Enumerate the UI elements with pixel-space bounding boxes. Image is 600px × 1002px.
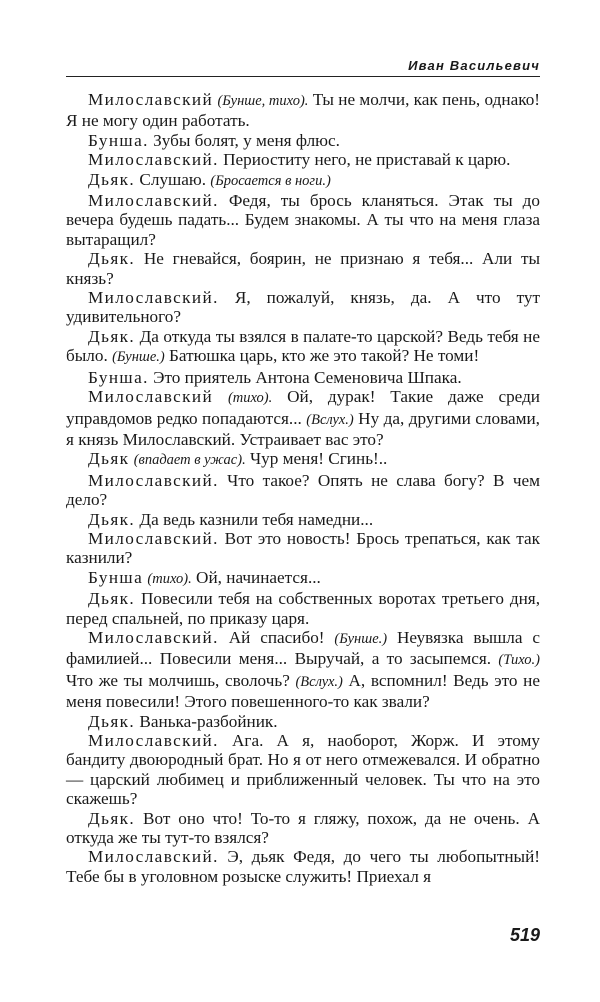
dialogue-paragraph [66, 568, 540, 589]
dialogue-paragraph [66, 368, 540, 387]
dialogue-text: Да откуда ты взялся в палате-то царской? Ведь тебя не было. [66, 326, 540, 366]
stage-direction: (Бросается в ноги.) [210, 172, 331, 189]
speaker-name: Дьяк. [88, 808, 136, 828]
running-header-title: Иван Васильевич [408, 58, 540, 73]
speaker-name: Милославский. [88, 847, 219, 867]
speaker-name: Дьяк. [88, 711, 136, 731]
page-number: 519 [509, 925, 540, 945]
dialogue-text: Периоститу него, не приставай к царю. [218, 150, 511, 170]
running-header [66, 50, 540, 77]
speaker-name: Дьяк. [88, 589, 136, 609]
stage-direction: (Бунше.) [334, 630, 388, 647]
stage-direction: (впадает в ужас). [133, 452, 246, 469]
dialogue-text: Что же ты молчишь, сволочь? [66, 670, 296, 690]
stage-direction: (тихо). [147, 570, 192, 587]
dialogue-text: Ай спасибо! [218, 627, 335, 647]
dialogue-text: Слушаю. [135, 169, 211, 189]
dialogue-text: Чур меня! Сгинь!.. [245, 449, 388, 469]
dialogue-paragraph [66, 191, 540, 249]
stage-direction: (Вслух.) [306, 411, 354, 428]
dialogue-text: Вот это новость! Брось трепаться, как так казнили? [66, 528, 540, 568]
dialogue-paragraph [66, 131, 540, 150]
page-text [66, 90, 540, 886]
speaker-name: Милославский. [88, 150, 219, 170]
dialogue-text: Что такое? Опять не слава богу? В чем дело? [66, 470, 540, 510]
dialogue-text: Не гневайся, боярин, не признаю я тебя... Али ты князь? [66, 249, 540, 288]
stage-direction: (Вслух.) [295, 673, 343, 690]
dialogue-text: Ну да, другими словами, я князь Милославский. Устраивает вас это? [66, 408, 540, 449]
dialogue-text: Батюшка царь, кто же это такой? Не томи! [164, 346, 480, 366]
dialogue-paragraph [66, 150, 540, 169]
dialogue-paragraph [66, 327, 540, 368]
dialogue-text: Это приятель Антона Семеновича Шпака. [148, 367, 462, 387]
speaker-name: Бунша. [88, 367, 149, 387]
speaker-name: Дьяк. [88, 249, 136, 269]
dialogue-paragraph [66, 731, 540, 809]
dialogue-text: Я, пожалуй, князь, да. А что тут удивительного? [66, 288, 540, 327]
speaker-name: Дьяк. [88, 326, 136, 346]
speaker-name: Бунша [88, 567, 144, 587]
dialogue-text: Да ведь казнили тебя намедни... [135, 509, 374, 529]
dialogue-text: Ой, начинается... [191, 567, 321, 587]
dialogue-paragraph [66, 529, 540, 568]
dialogue-paragraph [66, 809, 540, 848]
dialogue-paragraph [66, 288, 540, 327]
dialogue-text: Ты не молчи, как пень, однако! Я не могу один работать. [66, 90, 541, 131]
dialogue-text: Федя, ты брось кланяться. Этак ты до вечера будешь падать... Будем знакомы. А ты что на меня глаза вытаращил? [66, 191, 540, 249]
dialogue-paragraph [66, 589, 540, 628]
dialogue-paragraph [66, 847, 540, 886]
dialogue-text: Ой, дурак! Такие даже среди управдомов редко попадаются... [66, 387, 541, 428]
stage-direction: (Бунше.) [112, 349, 165, 366]
dialogue-text: Э, дьяк Федя, до чего ты любопытный! Тебе бы в уголовном розыске служить! Приехал я [66, 847, 540, 886]
speaker-name: Бунша. [88, 130, 149, 150]
speaker-name: Милославский. [88, 731, 219, 750]
stage-direction: (тихо). [227, 390, 273, 407]
speaker-name: Милославский. [88, 627, 219, 647]
speaker-name: Милославский [88, 387, 214, 407]
speaker-name: Дьяк. [88, 509, 136, 529]
dialogue-text: Неувязка вышла с фамилией... Повесили меня... Выручай, а то засыпемся. [66, 627, 540, 669]
dialogue-text: Повесили тебя на собственных воротах третьего дня, перед спальней, по приказу царя. [66, 589, 540, 628]
speaker-name: Милославский. [88, 470, 219, 490]
speaker-name: Милославский. [88, 288, 219, 308]
speaker-name: Дьяк [88, 449, 130, 469]
dialogue-paragraph [66, 249, 540, 288]
dialogue-paragraph [66, 387, 540, 449]
dialogue-paragraph [66, 510, 540, 529]
dialogue-text: Вот оно что! То-то я гляжу, похож, да не очень. А откуда же ты тут-то взялся? [66, 808, 540, 848]
dialogue-text: Ага. А я, наоборот, Жорж. И этому бандиту двоюродный брат. Но я от него отмежевался. И обратно — царский любимец и приближенный человек. Ты что на это скажешь? [66, 731, 540, 809]
dialogue-text: А, вспомнил! Ведь это не меня повесили! Этого повешенного-то как звали? [66, 670, 540, 712]
dialogue-paragraph [66, 712, 540, 731]
dialogue-text: Ванька-разбойник. [135, 711, 278, 731]
speaker-name: Милославский [88, 90, 214, 109]
dialogue-paragraph [66, 449, 540, 470]
dialogue-text: Зубы болят, у меня флюс. [148, 130, 340, 150]
speaker-name: Дьяк. [88, 169, 136, 189]
speaker-name: Милославский. [88, 528, 219, 548]
dialogue-text [213, 387, 228, 406]
dialogue-paragraph [66, 90, 540, 131]
stage-direction: (Тихо.) [498, 652, 540, 669]
dialogue-paragraph [66, 628, 540, 712]
speaker-name: Милославский. [88, 191, 219, 211]
dialogue-paragraph [66, 471, 540, 510]
stage-direction: (Бунше, тихо). [217, 93, 309, 109]
dialogue-paragraph [66, 170, 540, 191]
